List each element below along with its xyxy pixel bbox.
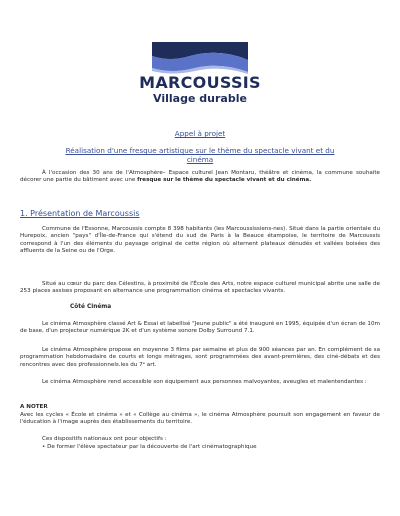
subheading-cinema: Côté Cinéma — [70, 304, 112, 310]
note-label: A NOTER — [20, 404, 48, 410]
project-title-line1: Réalisation d'une fresque artistique sur le thème du spectacle vivant et du — [65, 146, 335, 155]
paragraph-cinema-programmation — [20, 347, 380, 369]
paragraph-commune — [20, 226, 380, 256]
paragraph-accessibilite — [20, 379, 380, 386]
bullet-item: • De former l'élève spectateur par la découverte de l'art cinématographique — [42, 444, 257, 450]
paragraph-education — [20, 412, 380, 427]
logo-mark-icon — [150, 38, 250, 76]
paragraph-objectifs-text: Ces dispositifs nationaux ont pour objectifs : — [42, 436, 167, 442]
project-title-line2: cinéma — [186, 155, 214, 164]
paragraph-programmation-text: Le cinéma Atmosphère propose en moyenne 3 films par semaine et plus de 900 séances par an. En complément de sa programmation hebdomadaire de courts et longs métrages, sont programmées des avant-premières, des ciné-débats et des rencontres avec des professionnels.les du 7ᵉ art. — [20, 347, 380, 368]
paragraph-accessibilite-text: Le cinéma Atmosphère rend accessible son équipement aux personnes malvoyantes, aveugles et malentendantes : — [42, 379, 367, 385]
paragraph-objectifs — [20, 436, 380, 443]
intro-bold: fresque sur le thème du spectacle vivant et du cinéma. — [137, 177, 312, 184]
call-for-project-title: Appel à projet — [174, 129, 226, 138]
intro-paragraph — [20, 170, 380, 185]
paragraph-cinema-intro — [20, 321, 380, 336]
brand-name: MARCOUSSIS — [139, 73, 261, 92]
brand-tagline: Village durable — [153, 92, 247, 105]
paragraph-education-text: Avec les cycles « École et cinéma » et « Collège au cinéma », le cinéma Atmosphère poursuit son engagement en faveur de l'éducation à l'image auprès des établissements du territoire. — [20, 412, 380, 426]
paragraph-espace-text: Situé au cœur du parc des Célestins, à proximité de l'École des Arts, notre espace culturel municipal abrite une salle de 253 places assises proposant en alternance une programmation cinéma et spectacles vivants. — [20, 281, 380, 295]
section-heading: 1. Présentation de Marcoussis — [20, 209, 140, 218]
paragraph-cinema-intro-text: Le cinéma Atmosphère classé Art & Essai et labellisé "Jeune public" a été inauguré en 1995, équipée d'un écran de 10m de base, d'un projecteur numérique 2K et d'un système sonore Dolby Surround 7.1. — [20, 321, 380, 335]
paragraph-espace-culturel — [20, 281, 380, 296]
intro-text: À l'occasion des 30 ans de l'Atmosphère– Espace culturel Jean Montaru, théâtre et cinéma, la commune souhaite décorer une partie du bâtiment avec une — [20, 170, 380, 184]
paragraph-commune-text: Commune de l'Essonne, Marcoussis compte 8 398 habitants (les Marcoussissiens-nes). Situé dans la partie orientale du Hurepoix, ancien "pays" d'Île-de-France qui s'étend du sud de Paris à la Beauce étampoise, le territoire de Marcoussis correspond à l'un des éléments du paysage original de cette région où alternent plateaux dénudés et vallées boisées des affluents de la Seine ou de l'Orge. — [20, 226, 380, 255]
